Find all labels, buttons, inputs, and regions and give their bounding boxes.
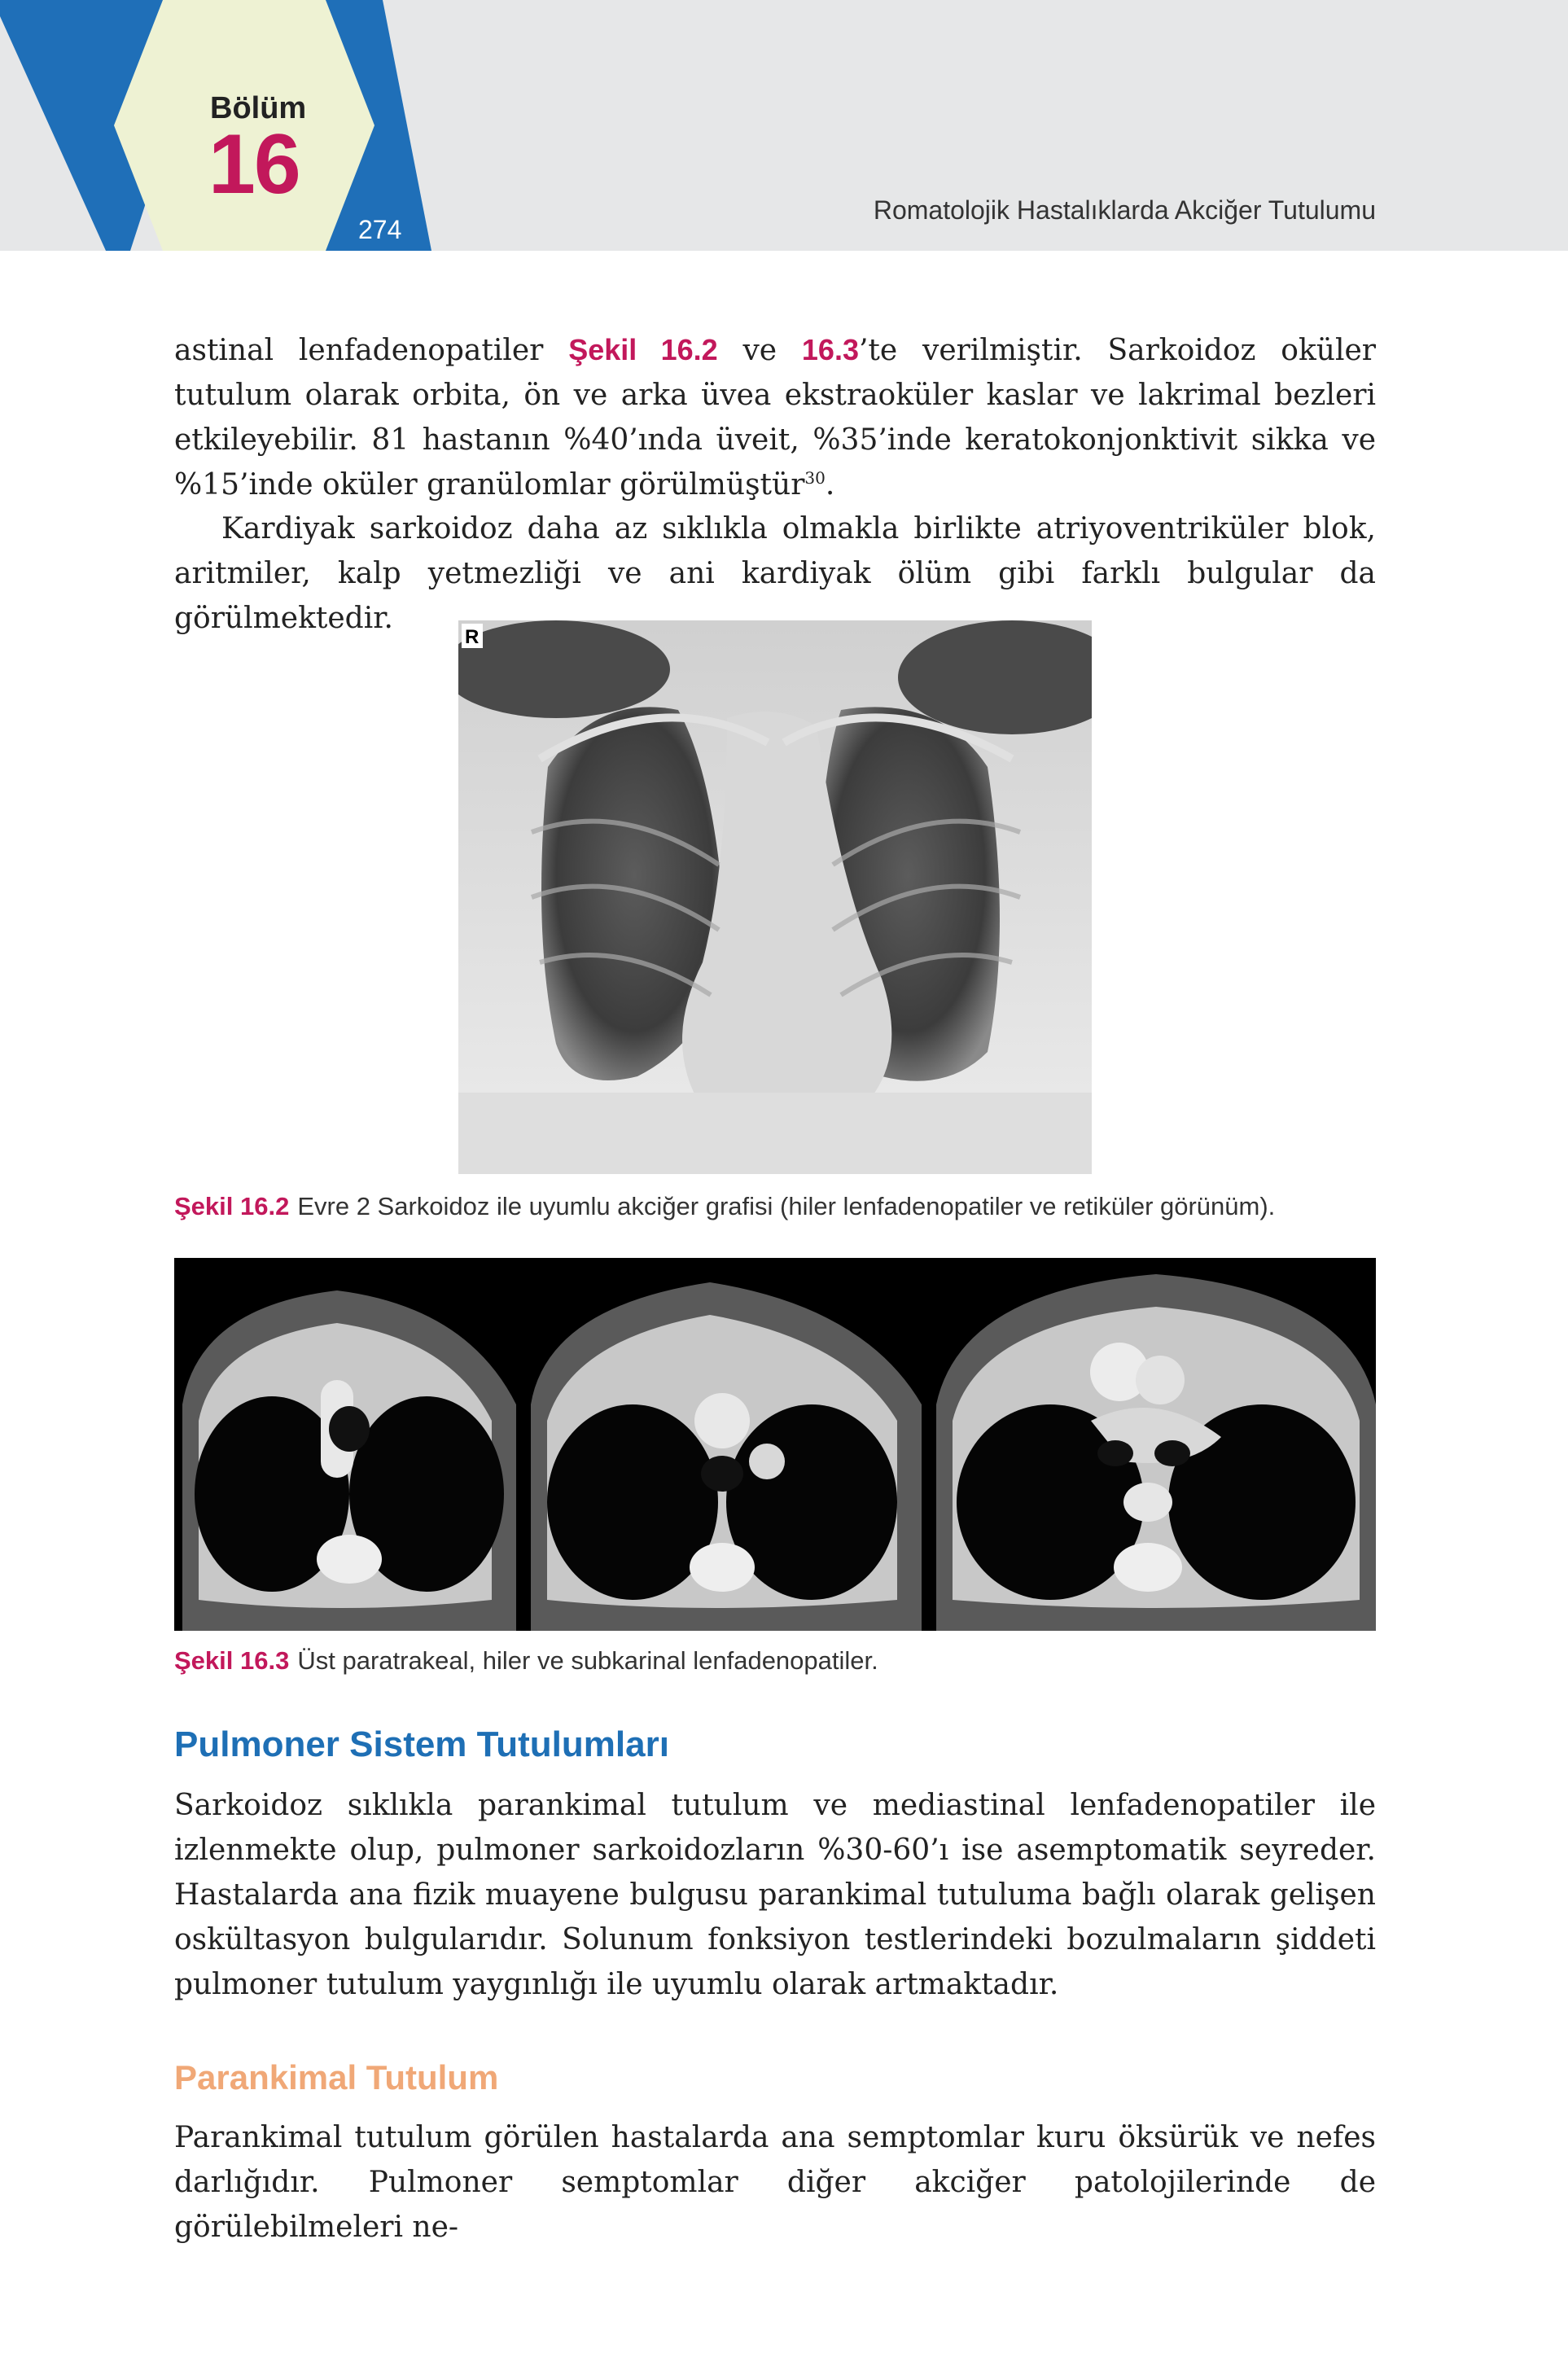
ct-slice-3 <box>936 1274 1376 1631</box>
figure-16-3-caption <box>174 1646 878 1676</box>
caption-label: Şekil 16.2 <box>174 1192 290 1220</box>
para1-text-c: ’te verilmiştir. Sarkoidoz oküler tutulum olarak orbita, ön ve arka üvea ekstraoküler kaslar ve lakrimal bezleri etkileyebilir. 81 hastanın %40’ında üveit, %35’inde keratokonjonktivit sikka ve %15’inde oküler granülomlar görülmüştür <box>174 334 1376 502</box>
figure-16-2-caption <box>174 1192 1275 1221</box>
paragraph-pulmoner: Sarkoidoz sıklıkla parankimal tutulum ve mediastinal lenfadenopatiler ile izlenmekte olup, pulmoner sarkoidozların %30-60’ı ise asemptomatik seyreder. Hastalarda ana fizik muayene bulgusu parankimal tutuluma bağlı olarak gelişen oskültasyon bulgularıdır. Solunum fonksiyon testlerindeki bozulmaların şiddeti pulmoner tutulum yaygınlığı ile uyumlu olarak artmaktadır. <box>174 1789 1376 2001</box>
ct-slice-1 <box>182 1290 516 1631</box>
ct-scan-panel <box>174 1258 1376 1631</box>
para1-text-b: ve <box>717 334 802 367</box>
running-title: Romatolojik Hastalıklarda Akciğer Tutulumu <box>873 195 1376 225</box>
citation-superscript: 30 <box>804 468 826 488</box>
paragraph-ocular <box>174 327 1376 507</box>
para1-text-d: . <box>825 468 835 502</box>
paragraph-parankimal: Parankimal tutulum görülen hastalarda ana semptomlar kuru öksürük ve nefes darlığıdır. Pulmoner semptomlar diğer akciğer patolojilerinde de görülebilmeleri ne- <box>174 2121 1376 2244</box>
paragraph-cardiac: Kardiyak sarkoidoz daha az sıklıkla olmakla birlikte atriyoventriküler blok, aritmiler, kalp yetmezliği ve ani kardiyak ölüm gibi farklı bulgular da görülmektedir. <box>174 512 1376 635</box>
chest-xray-image <box>458 620 1092 1174</box>
caption-text: Üst paratrakeal, hiler ve subkarinal lenfadenopatiler. <box>297 1646 878 1675</box>
page-number: 274 <box>358 215 402 244</box>
subsection-heading-parankimal: Parankimal Tutulum <box>174 2058 499 2097</box>
chapter-label: Bölüm <box>210 91 307 125</box>
para1-text-a: astinal lenfadenopatiler <box>174 334 569 367</box>
xray-side-marker: R <box>465 626 480 648</box>
chapter-number: 16 <box>208 117 300 212</box>
caption-text: Evre 2 Sarkoidoz ile uyumlu akciğer grafisi (hiler lenfadenopatiler ve retiküler görünüm). <box>297 1192 1276 1220</box>
figure-ref-16-2[interactable]: Şekil 16.2 <box>568 333 718 366</box>
figure-ref-16-3[interactable]: 16.3 <box>801 333 859 366</box>
section-heading-pulmoner: Pulmoner Sistem Tutulumları <box>174 1724 669 1764</box>
caption-label: Şekil 16.3 <box>174 1646 290 1675</box>
